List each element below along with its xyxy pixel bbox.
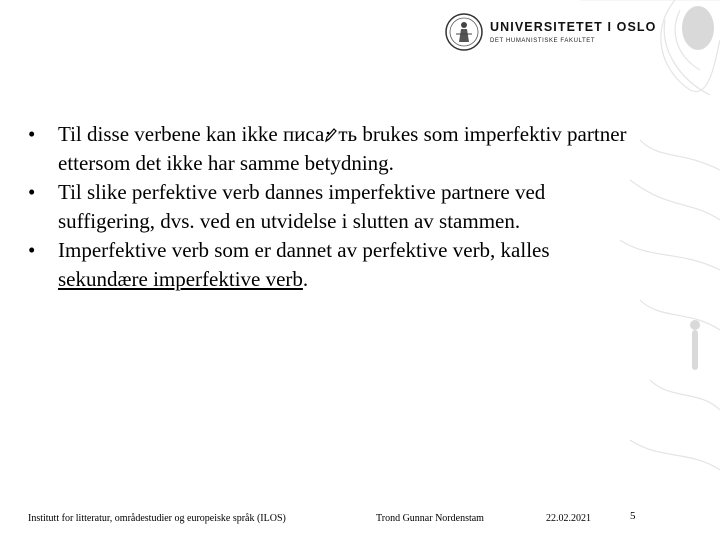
bullet-marker: • <box>28 180 36 204</box>
list-item <box>28 120 628 178</box>
faculty-name: DET HUMANISTISKE FAKULTET <box>490 38 596 44</box>
university-seal-icon <box>444 12 484 52</box>
key-term: sekundære imperfektive verb <box>58 267 303 291</box>
pen-glyph-icon <box>324 127 338 143</box>
footer-date: 22.02.2021 <box>546 513 591 524</box>
bullet-text-end: . <box>302 267 309 291</box>
bullet-list <box>28 120 628 294</box>
footer-author: Trond Gunnar Nordenstam <box>376 513 484 524</box>
bullet-text: Til slike perfektive verb dannes imperfektive partnere ved suffigering, dvs. ved en utvidelse i slutten av stammen. <box>58 180 546 233</box>
bullet-text: Imperfektive verb som er dannet av perfektive verb, kalles <box>58 238 550 262</box>
bullet-marker: • <box>28 238 36 262</box>
list-item <box>28 178 628 236</box>
bullet-text-continued: ть brukes som imperfektiv partner ettersom det ikke har samme betydning. <box>58 122 627 175</box>
page-number: 5 <box>630 510 636 522</box>
university-logo <box>444 12 657 54</box>
bullet-text: Til disse verbene kan ikke писа <box>58 122 325 146</box>
bullet-marker: • <box>28 122 36 146</box>
footer-institution: Institutt for litteratur, områdestudier og europeiske språk (ILOS) <box>28 513 286 524</box>
list-item <box>28 236 628 294</box>
university-name: UNIVERSITETET I OSLO <box>490 20 657 34</box>
